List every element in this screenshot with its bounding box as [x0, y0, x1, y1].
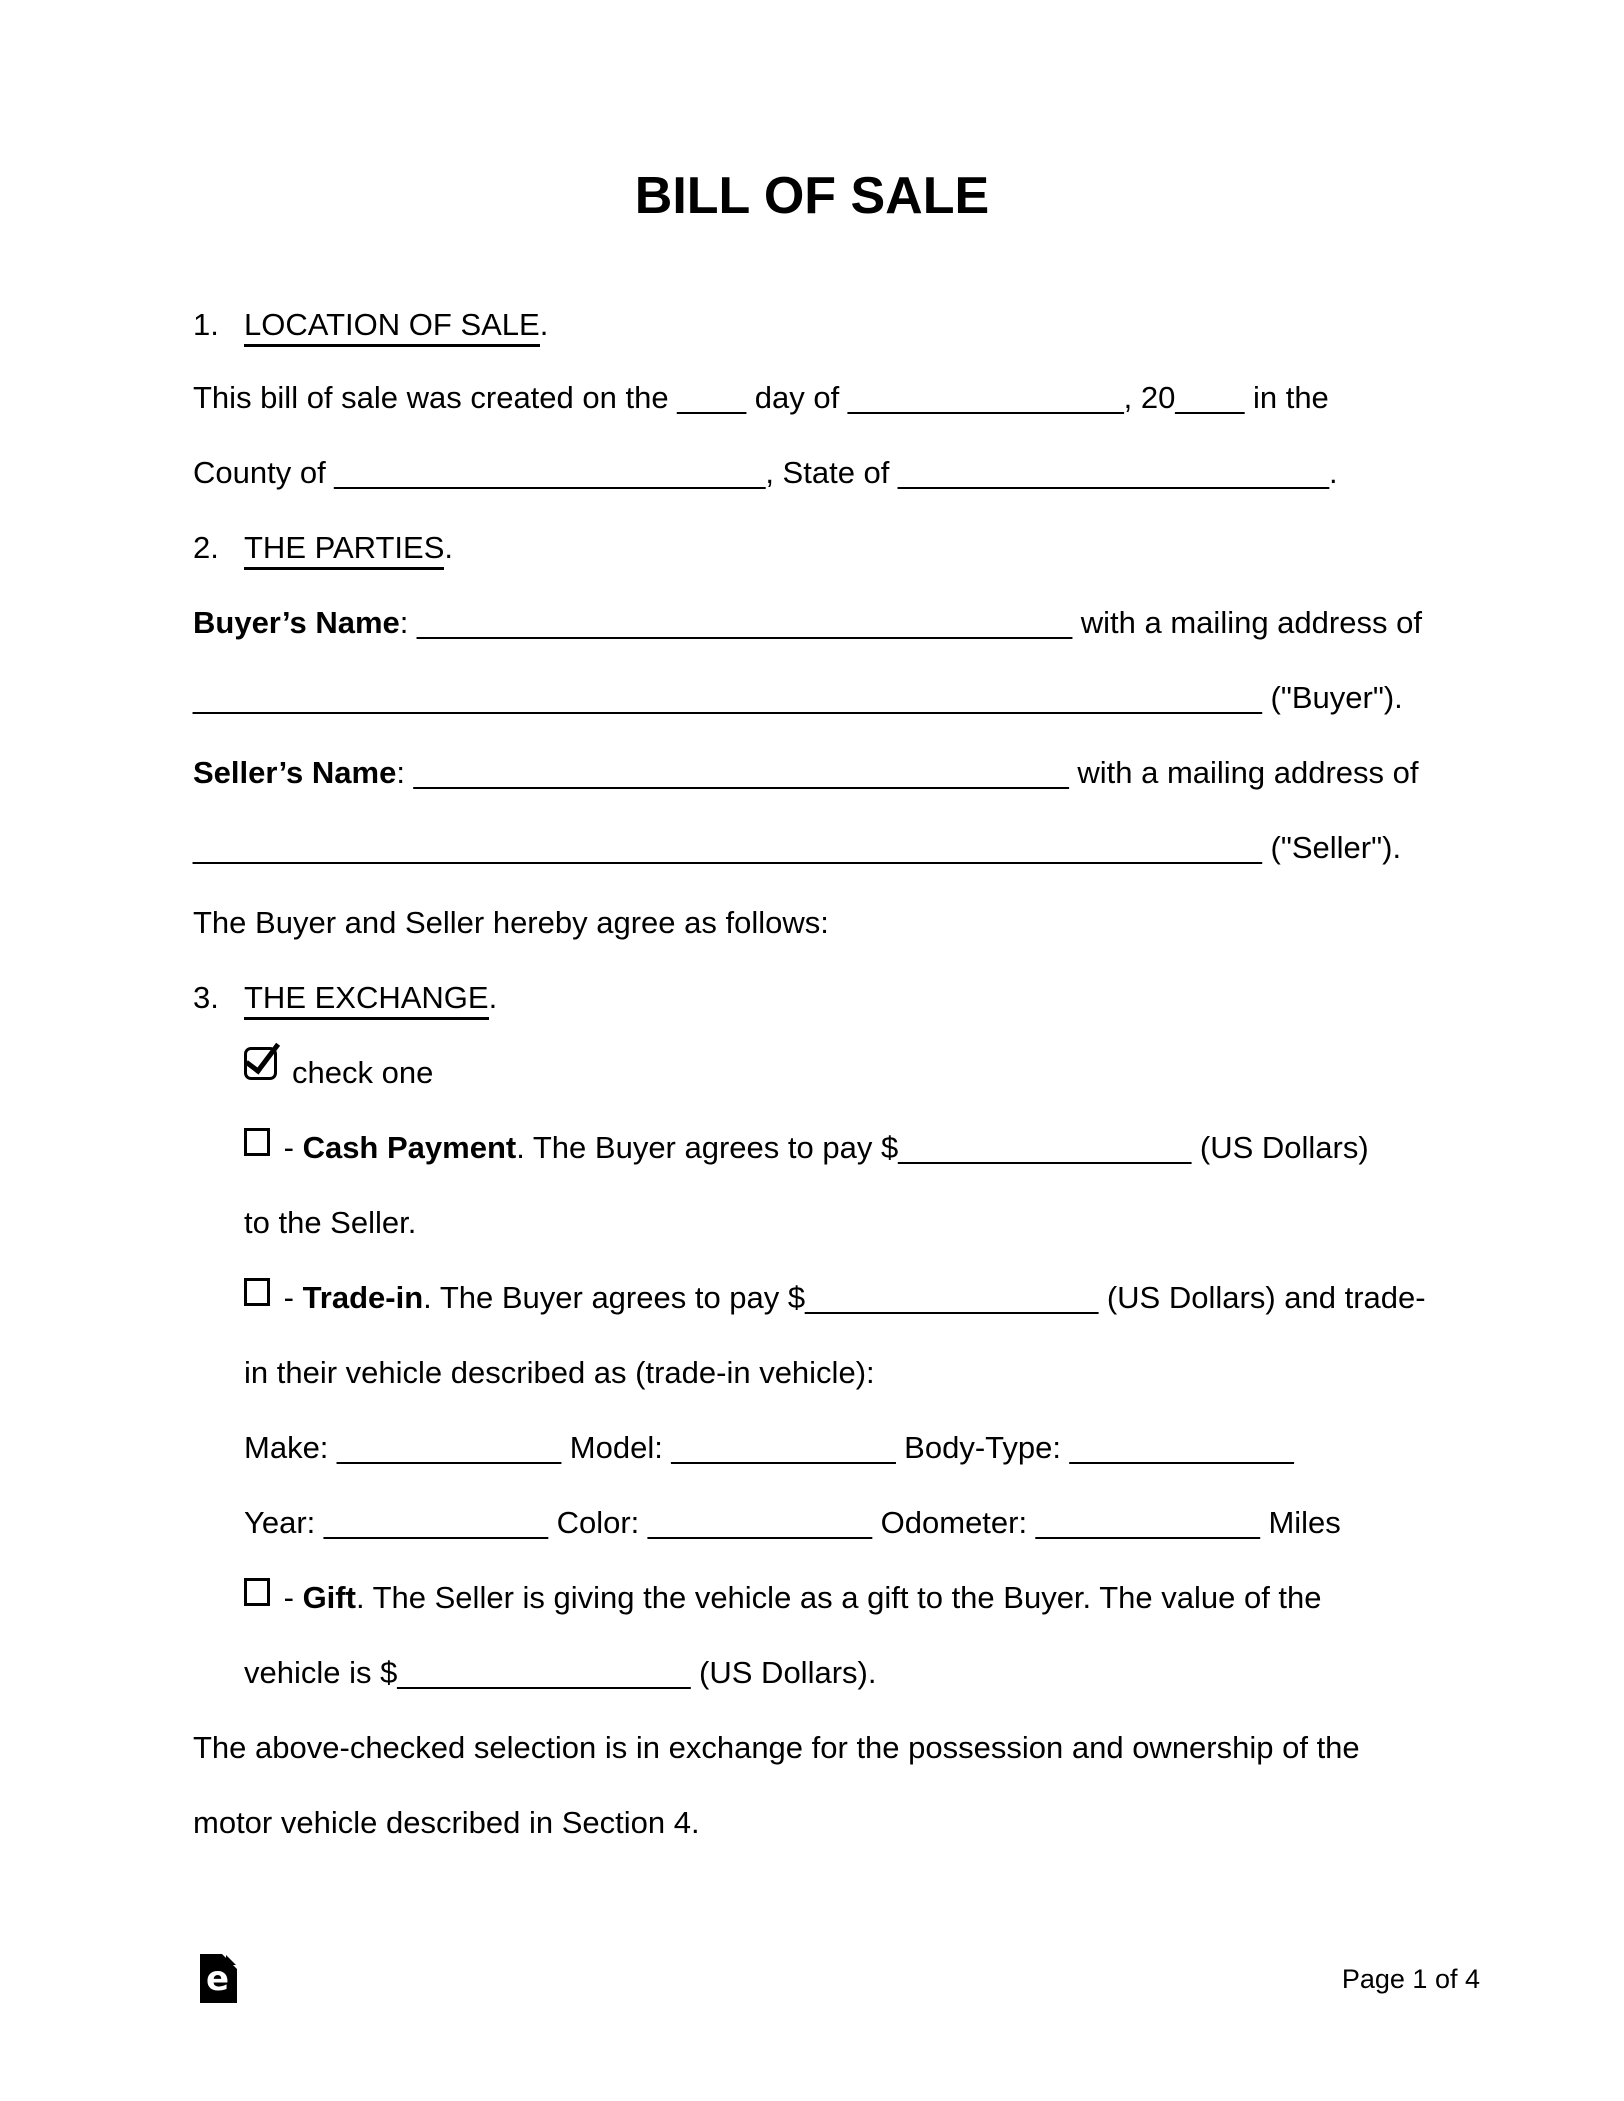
checkmark-icon — [245, 1036, 280, 1075]
section-heading-period: . — [488, 980, 498, 1015]
section-heading-text: LOCATION OF SALE — [244, 307, 540, 347]
section-heading-period: . — [539, 307, 549, 342]
section-exchange-heading — [193, 960, 497, 1035]
logo-letter: e — [206, 1959, 230, 1999]
section-heading-text: THE EXCHANGE — [244, 980, 489, 1020]
trade-in-text: . The Buyer agrees to pay $_________________ (US Dollars) and trade- — [423, 1280, 1426, 1315]
seller-address-line: ______________________________________________________________ ("Seller"). — [193, 830, 1402, 865]
section-number: 2. — [193, 530, 219, 565]
trade-in-vehicle-row-1: Make: _____________ Model: _____________ Body-Type: _____________ — [244, 1430, 1294, 1465]
check-one-line — [244, 1035, 433, 1110]
gift-option-line — [244, 1560, 1322, 1635]
trade-in-continuation: in their vehicle described as (trade-in vehicle): — [244, 1355, 875, 1390]
seller-name-line — [193, 735, 1419, 810]
cash-payment-continuation: to the Seller. — [244, 1205, 417, 1240]
exchange-closing-line-1: The above-checked selection is in exchange for the possession and ownership of the — [193, 1730, 1360, 1765]
cash-payment-label: Cash Payment — [302, 1130, 517, 1165]
section-number: 1. — [193, 307, 219, 342]
seller-name-label: Seller’s Name — [193, 755, 397, 790]
cash-payment-checkbox[interactable] — [244, 1128, 270, 1156]
buyer-name-label: Buyer’s Name — [193, 605, 400, 640]
section-location-heading — [193, 287, 548, 362]
section-heading-period: . — [444, 530, 454, 565]
trade-in-option-line — [244, 1260, 1426, 1335]
option-dash: - — [275, 1280, 303, 1315]
check-one-checkbox[interactable] — [244, 1047, 277, 1080]
trade-in-vehicle-row-2: Year: _____________ Color: _____________ Odometer: _____________ Miles — [244, 1505, 1341, 1540]
section-parties-heading — [193, 510, 453, 585]
check-one-label: check one — [292, 1055, 434, 1090]
gift-text: . The Seller is giving the vehicle as a gift to the Buyer. The value of the — [355, 1580, 1322, 1615]
gift-label: Gift — [302, 1580, 356, 1615]
section-heading-text: THE PARTIES — [244, 530, 444, 570]
agreement-intro-line: The Buyer and Seller hereby agree as follows: — [193, 905, 829, 940]
buyer-name-line — [193, 585, 1422, 660]
gift-checkbox[interactable] — [244, 1578, 270, 1606]
location-clause-line-1: This bill of sale was created on the ____ day of ________________, 20____ in the — [193, 380, 1329, 415]
location-clause-line-2: County of _________________________, State of _________________________. — [193, 455, 1338, 490]
buyer-name-blank: : ______________________________________ with a mailing address of — [399, 605, 1422, 640]
gift-continuation: vehicle is $_________________ (US Dollars). — [244, 1655, 877, 1690]
trade-in-label: Trade-in — [302, 1280, 424, 1315]
option-dash: - — [275, 1130, 303, 1165]
cash-payment-text: . The Buyer agrees to pay $_________________ (US Dollars) — [516, 1130, 1369, 1165]
seller-name-blank: : ______________________________________ with a mailing address of — [396, 755, 1419, 790]
trade-in-checkbox[interactable] — [244, 1278, 270, 1306]
section-number: 3. — [193, 980, 219, 1015]
option-dash: - — [275, 1580, 303, 1615]
document-page-icon — [200, 1954, 237, 2003]
page-title: BILL OF SALE — [634, 167, 990, 225]
cash-payment-option-line — [244, 1110, 1369, 1185]
exchange-closing-line-2: motor vehicle described in Section 4. — [193, 1805, 700, 1840]
buyer-address-line: ______________________________________________________________ ("Buyer"). — [193, 680, 1403, 715]
page-number: Page 1 of 4 — [1341, 1964, 1480, 1994]
eforms-logo — [200, 1954, 237, 2003]
